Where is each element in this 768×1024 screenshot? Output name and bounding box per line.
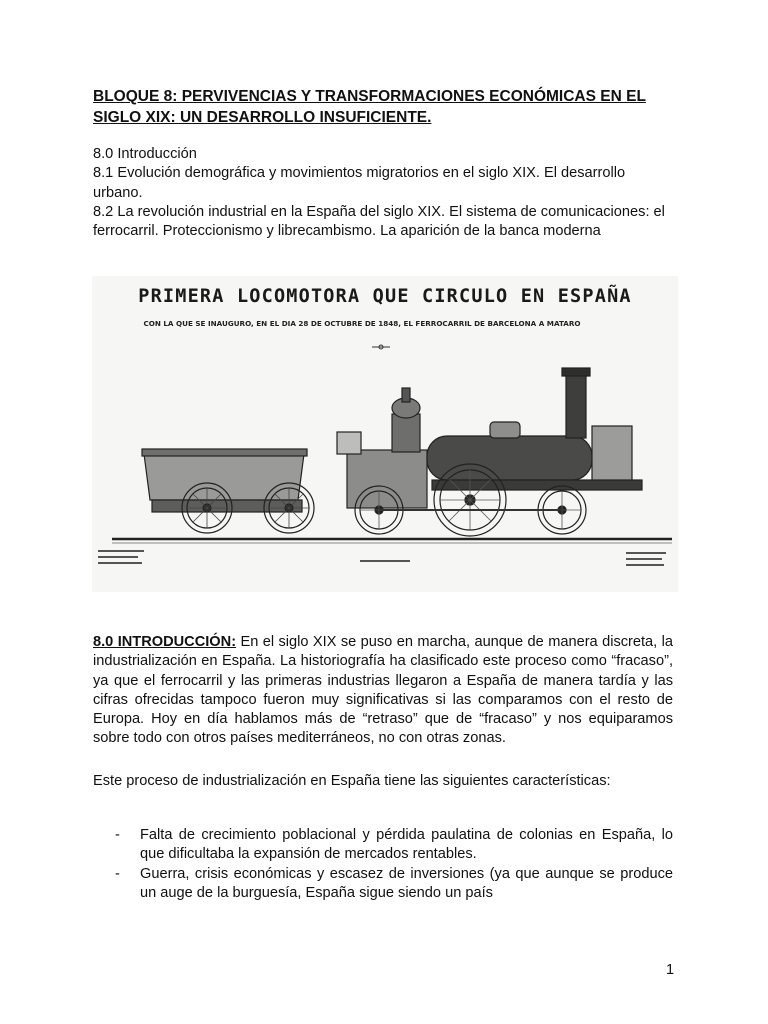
characteristics-intro: Este proceso de industrialización en España tiene las siguientes características: bbox=[93, 773, 611, 789]
figure-heading: PRIMERA LOCOMOTORA QUE CIRCULO EN ESPAÑA bbox=[138, 286, 632, 307]
list-item: - Falta de crecimiento poblacional y pérdida paulatina de colonias en España, lo que dificultaba la expansión de mercados rentables. bbox=[115, 827, 673, 863]
figure-subheading: CON LA QUE SE INAUGURO, EN EL DIA 28 DE OCTUBRE DE 1848, EL FERROCARRIL DE BARCELONA A MATARO bbox=[143, 319, 581, 328]
bullet-dash-icon: - bbox=[115, 827, 120, 843]
table-of-contents bbox=[93, 145, 673, 241]
document-title: BLOQUE 8: PERVIVENCIAS Y TRANSFORMACIONES ECONÓMICAS EN EL SIGLO XIX: UN DESARROLLO INSUFICIENTE. bbox=[93, 88, 646, 126]
introduction-text: En el siglo XIX se puso en marcha, aunque de manera discreta, la industrialización en España. La historiografía ha clasificado este proceso como “fracaso”, ya que el ferrocarril y las primeras industrias llegaron a España de manera tardía y las cifras ofrecidas tampoco fueron muy significativas si las comparamos con el resto de Europa. Hoy en día hablamos más de “retraso” que de “fracaso” y nos equiparamos sobre todo con otros países mediterráneos, no con otras zonas. bbox=[93, 634, 673, 747]
bullet-dash-icon: - bbox=[115, 865, 120, 882]
toc-item: 8.1 Evolución demográfica y movimientos migratorios en el siglo XIX. El desarrollo urbano. bbox=[93, 165, 626, 201]
page-number: 1 bbox=[666, 962, 675, 978]
introduction-paragraph bbox=[93, 633, 673, 749]
list-item: - Guerra, crisis económicas y escasez de inversiones (ya que aunque se produce un auge de la burguesía, España sigue siendo un país bbox=[115, 865, 673, 901]
locomotive-illustration bbox=[92, 276, 678, 592]
characteristics-list bbox=[93, 826, 673, 903]
toc-item: 8.2 La revolución industrial en la España del siglo XIX. El sistema de comunicaciones: el ferrocarril. Proteccionismo y librecambismo. La aparición de la banca moderna bbox=[93, 203, 665, 240]
toc-item: 8.0 Introducción bbox=[93, 146, 197, 162]
introduction-section bbox=[93, 633, 673, 749]
section-heading: 8.0 INTRODUCCIÓN: bbox=[93, 634, 237, 650]
